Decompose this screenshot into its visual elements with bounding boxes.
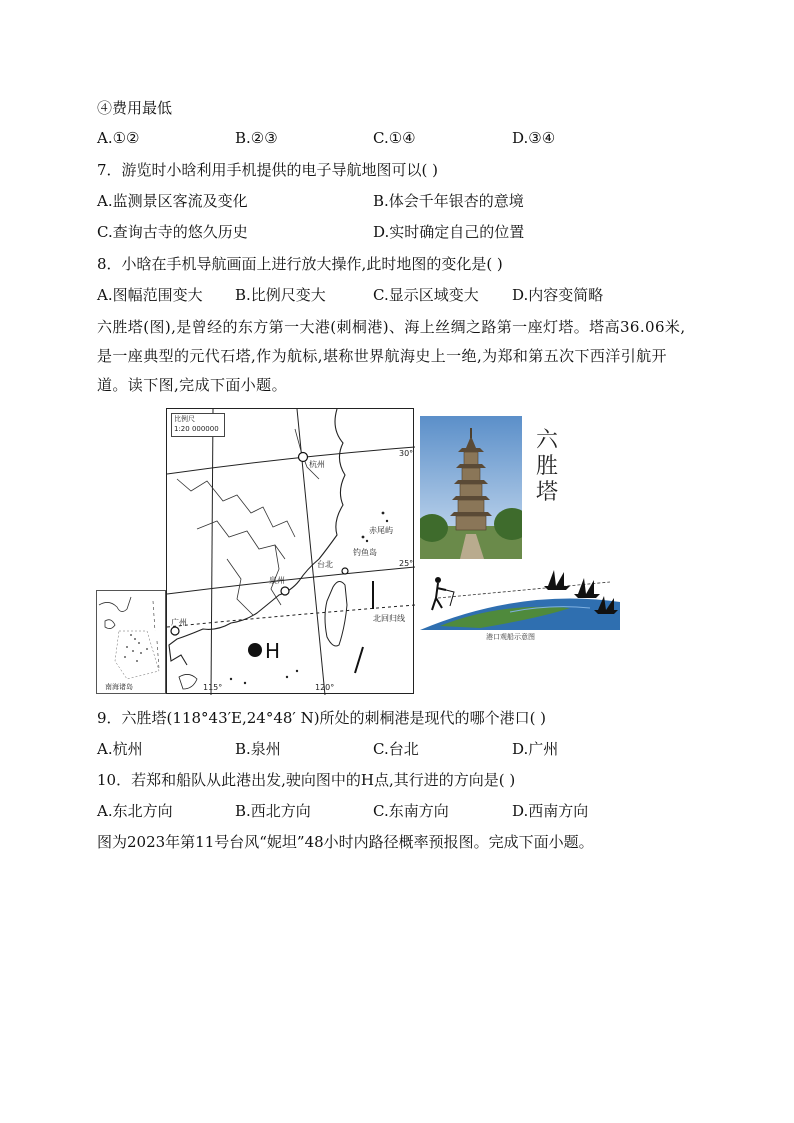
guangzhou-label: 广州 <box>171 618 187 627</box>
q10-option-a: A.东北方向 <box>97 802 173 820</box>
tower-title <box>536 428 566 506</box>
lon-120-label: 120° <box>315 683 335 692</box>
typhoon-intro: 图为2023年第11号台风“妮坦”48小时内路径概率预报图。完成下面小题。 <box>97 833 594 851</box>
q9-option-b: B.泉州 <box>235 740 281 758</box>
q6-option-a: A.①② <box>97 129 140 147</box>
q6-item-4: ④费用最低 <box>97 99 173 117</box>
h-point-label: H <box>265 639 281 663</box>
q6-option-b: B.②③ <box>235 129 278 147</box>
lat-30-label: 30° <box>399 449 414 458</box>
harbor-drawing <box>420 568 620 630</box>
chiweiyu-label: 赤尾屿 <box>369 526 393 535</box>
diaoyudao-label: 钓鱼岛 <box>353 548 377 557</box>
q10-option-b: B.西北方向 <box>235 802 311 820</box>
q7-stem: 7．游览时小晗利用手机提供的电子导航地图可以( ) <box>97 161 439 179</box>
q8-stem: 8．小晗在手机导航画面上进行放大操作,此时地图的变化是( ) <box>97 255 503 273</box>
q10-option-d: D.西南方向 <box>512 802 589 820</box>
inset-map-drawing <box>97 591 167 695</box>
map-drawing <box>167 409 415 695</box>
q9-option-c: C.台北 <box>373 740 419 758</box>
tower-drawing <box>420 416 522 559</box>
quanzhou-label: 泉州 <box>269 576 285 585</box>
tower-title-char-2: 胜 <box>536 454 559 479</box>
q6-option-c: C.①④ <box>373 129 416 147</box>
q7-option-b: B.体会千年银杏的意境 <box>373 192 524 210</box>
tropic-label: 北回归线 <box>373 614 405 623</box>
hangzhou-label: 杭州 <box>309 460 325 469</box>
q8-option-d: D.内容变简略 <box>512 286 604 304</box>
harbor-caption: 港口观船示意图 <box>486 633 535 641</box>
q8-option-b: B.比例尺变大 <box>235 286 326 304</box>
taibei-label: 台北 <box>317 560 333 569</box>
q6-option-d: D.③④ <box>512 129 556 147</box>
tower-title-char-1: 六 <box>536 428 559 453</box>
lat-25-label: 25° <box>399 559 414 568</box>
q7-option-d: D.实时确定自己的位置 <box>373 223 525 241</box>
q8-option-a: A.图幅范围变大 <box>97 286 203 304</box>
q10-stem: 10．若郑和船队从此港出发,驶向图中的H点,其行进的方向是( ) <box>97 771 516 789</box>
east-china-map <box>166 408 414 694</box>
passage-text: 六胜塔(图),是曾经的东方第一大港(刺桐港)、海上丝绸之路第一座灯塔。塔高36.06米,是一座典型的元代石塔,作为航标,堪称世界航海史上一绝,为郑和第五次下西洋引航开道。读下图,完成下面小题。 <box>97 318 686 394</box>
q7-option-c: C.查询古寺的悠久历史 <box>97 223 248 241</box>
q8-option-c: C.显示区域变大 <box>373 286 479 304</box>
q7-option-a: A.监测景区客流及变化 <box>97 192 248 210</box>
tower-title-char-3: 塔 <box>536 480 559 505</box>
scale-label: 比例尺 <box>174 415 195 423</box>
q9-option-a: A.杭州 <box>97 740 143 758</box>
lon-115-label: 115° <box>203 683 223 692</box>
scale-box <box>171 413 225 437</box>
figure-group <box>96 408 620 698</box>
q9-stem: 9．六胜塔(118°43′E,24°48′ N)所处的刺桐港是现代的哪个港口( ) <box>97 709 547 727</box>
nanhai-label: 南海诸岛 <box>105 683 133 691</box>
q10-option-c: C.东南方向 <box>373 802 449 820</box>
tower-photo <box>420 416 522 559</box>
south-sea-inset <box>96 590 166 694</box>
q9-option-d: D.广州 <box>512 740 559 758</box>
scale-value: 1:20 000000 <box>174 425 219 433</box>
harbor-illustration <box>420 568 620 630</box>
